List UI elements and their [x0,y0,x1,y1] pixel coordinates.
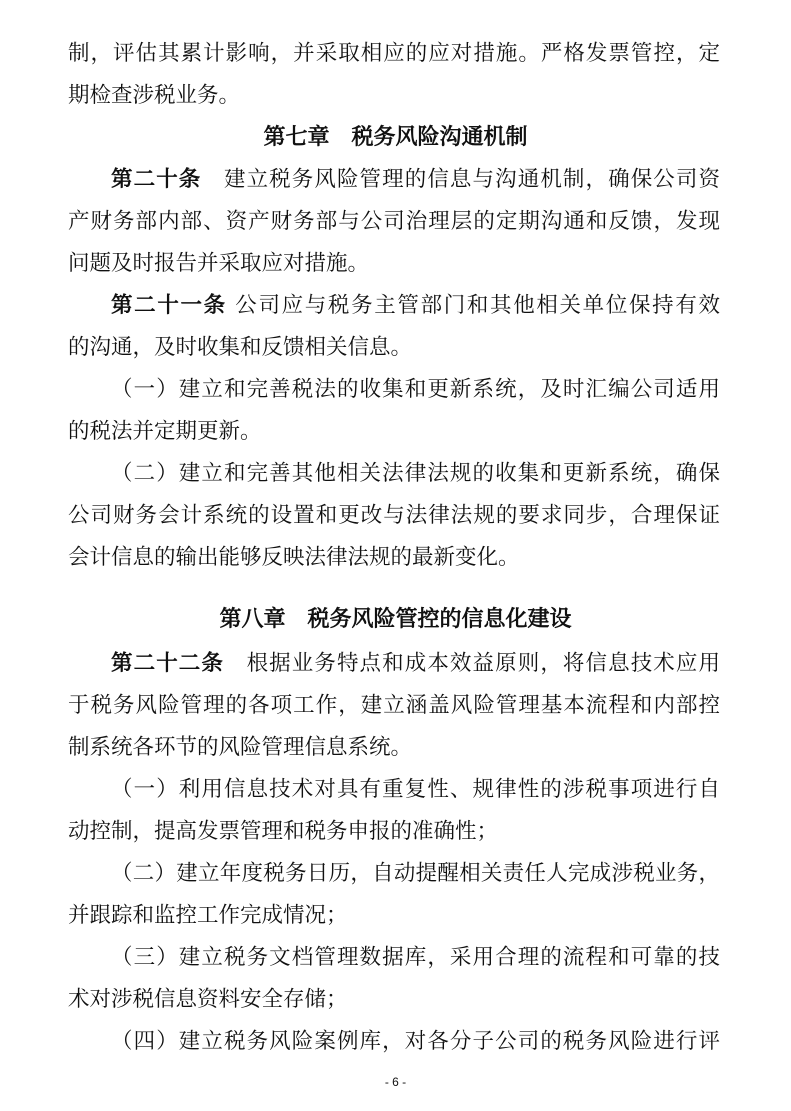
list-item-line: （四）建立税务风险案例库，对各分子公司的税务风险进行评 [111,1029,720,1054]
list-item-line: （三）建立税务文档管理数据库，采用合理的流程和可靠的技 [111,945,720,970]
chapter-7-heading: 第七章 税务风险沟通机制 [263,125,528,150]
article-21-line [111,292,720,320]
paragraph-line: 制，评估其累计影响，并采取相应的应对措施。严格发票管控，定 [68,41,720,66]
article-20-text: 建立税务风险管理的信息与沟通机制，确保公司资 [201,167,720,192]
article-22-label: 第二十二条 [111,651,224,676]
article-21-label: 第二十一条 [111,293,227,318]
paragraph-line: 期检查涉税业务。 [68,83,241,108]
paragraph-line: 产财务部内部、资产财务部与公司治理层的定期沟通和反馈，发现 [68,209,720,234]
page-number: - 6 - [384,1075,407,1089]
paragraph-line: 问题及时报告并采取应对措施。 [68,251,370,276]
list-item-line: （一）利用信息技术对具有重复性、规律性的涉税事项进行自 [111,777,720,802]
paragraph-line: 于税务风险管理的各项工作，建立涵盖风险管理基本流程和内部控 [68,693,720,718]
list-item-line: （一）建立和完善税法的收集和更新系统，及时汇编公司适用 [111,377,720,402]
article-22-line [111,650,720,678]
paragraph-line: 的税法并定期更新。 [68,419,262,444]
paragraph-line: 术对涉税信息资料安全存储； [68,987,348,1012]
list-item-line: （二）建立和完善其他相关法律法规的收集和更新系统，确保 [111,461,720,486]
paragraph-line: 动控制，提高发票管理和税务申报的准确性； [68,819,499,844]
paragraph-line: 并跟踪和监控工作完成情况； [68,903,348,928]
paragraph-line: 公司财务会计系统的设置和更改与法律法规的要求同步，合理保证 [68,503,720,528]
list-item-line: （二）建立年度税务日历，自动提醒相关责任人完成涉税业务， [111,861,720,886]
article-21-text: 公司应与税务主管部门和其他相关单位保持有效 [226,293,720,318]
paragraph-line: 的沟通，及时收集和反馈相关信息。 [68,335,413,360]
chapter-8-heading: 第八章 税务风险管控的信息化建设 [219,607,572,632]
article-20-label: 第二十条 [111,167,202,192]
article-22-text: 根据业务特点和成本效益原则，将信息技术应用 [223,651,720,676]
paragraph-line: 制系统各环节的风险管理信息系统。 [68,735,413,760]
article-20-line [111,166,720,194]
paragraph-line: 会计信息的输出能够反映法律法规的最新变化。 [68,545,520,570]
